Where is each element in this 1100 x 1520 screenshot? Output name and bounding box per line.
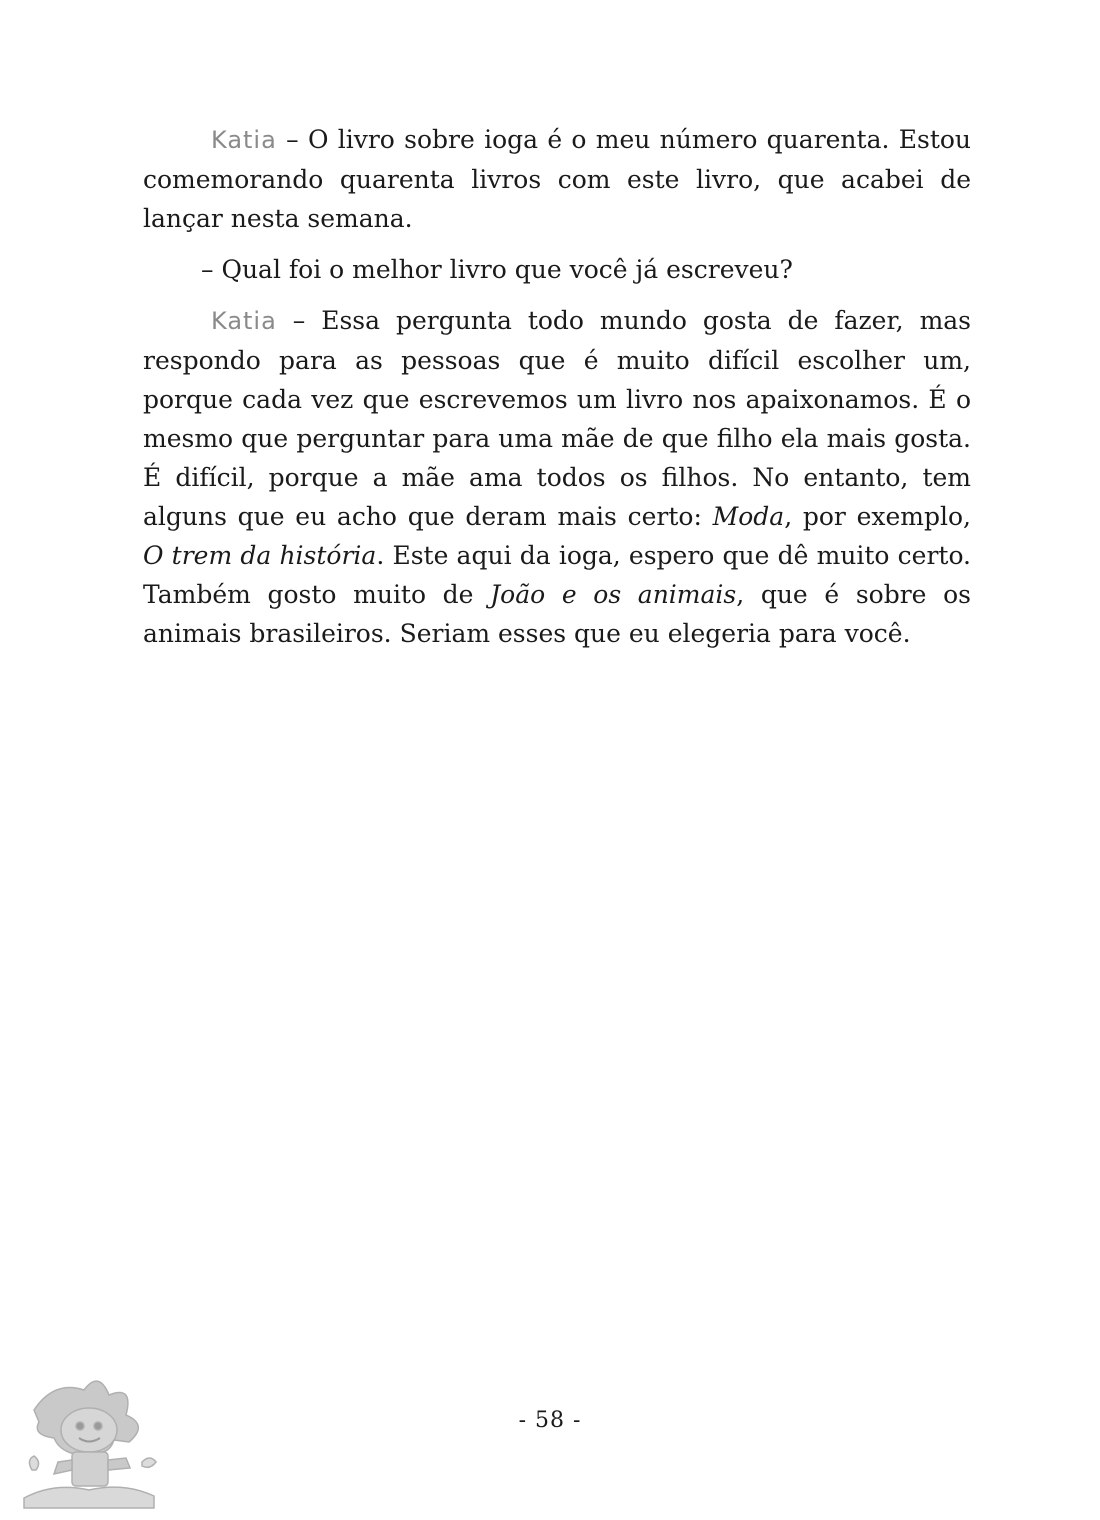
dash: – [292, 306, 306, 335]
paragraph-answer-1 [143, 120, 971, 238]
speaker-label: Katia [211, 307, 277, 335]
question-text: – Qual foi o melhor livro que você já escreveu? [201, 255, 793, 284]
answer-text-part: , por exemplo, [784, 502, 971, 531]
answer-text-part: Essa pergunta todo mundo gosta de fazer, mas respondo para as pessoas que é muito difícil escolher um, porque cada vez que escrevemos um livro nos apaixonamos. É o mesmo que perguntar para uma mãe de que filho ela mais gosta. É difícil, porque a mãe ama todos os filhos. No entanto, tem alguns que eu acho que deram mais certo: [143, 306, 972, 531]
page-number: - 58 - [518, 1408, 582, 1433]
answer-text-part: . Este aqui da ioga, espero que dê muito certo. Também gosto muito de [143, 541, 972, 609]
answer-text-part: , que é sobre os animais brasileiros. Seriam esses que eu elegeria para você. [143, 580, 971, 648]
cartoon-character-icon [14, 1370, 164, 1515]
speaker-label: Katia [211, 126, 277, 154]
book-title: João e os animais [490, 580, 737, 609]
book-title: Moda [712, 502, 785, 531]
interview-text [143, 120, 971, 665]
paragraph-answer-2 [143, 301, 971, 653]
dash: – [286, 125, 299, 154]
answer-text: O livro sobre ioga é o meu número quarenta. Estou comemorando quarenta livros com este livro, que acabei de lançar nesta semana. [143, 125, 972, 233]
book-title: O trem da história [143, 541, 377, 570]
paragraph-question [143, 250, 971, 289]
